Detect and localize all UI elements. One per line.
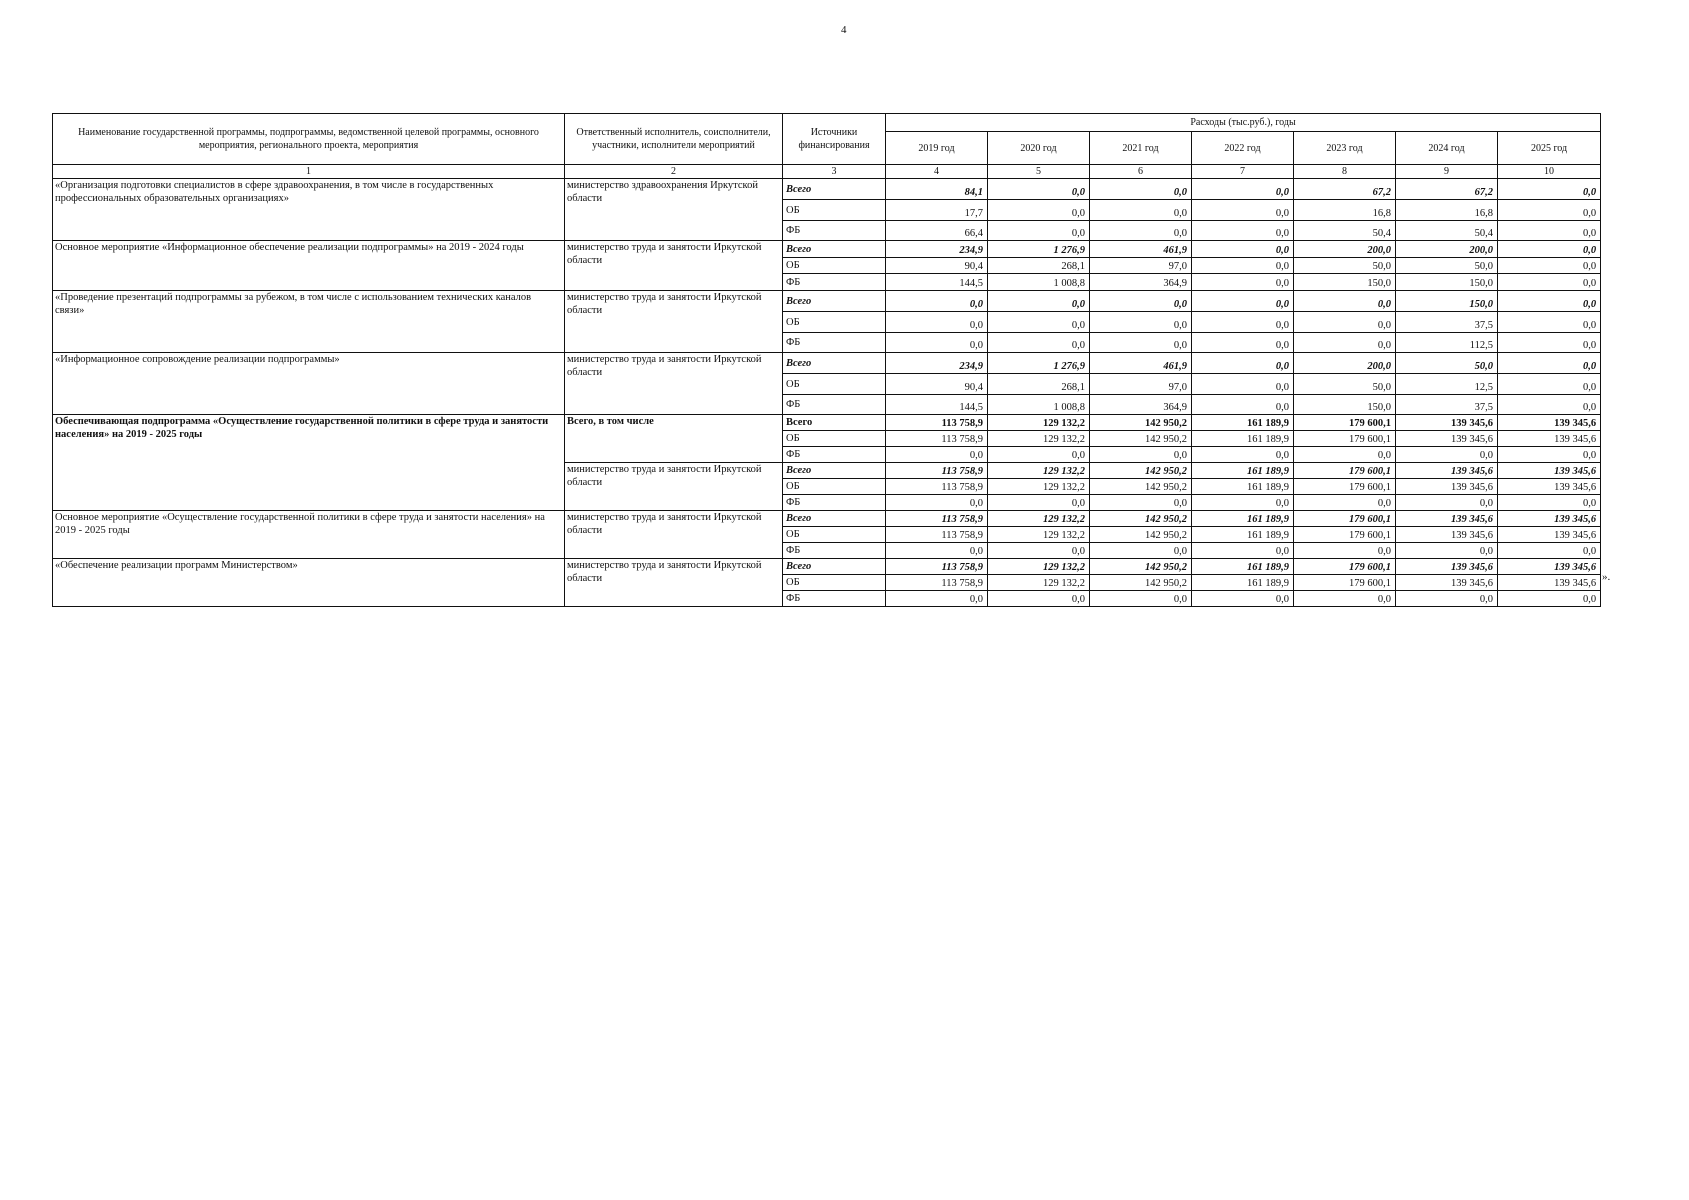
expense-value: 0,0 [1192, 395, 1294, 415]
expense-value: 150,0 [1294, 395, 1396, 415]
expense-value: 113 758,9 [886, 463, 988, 479]
expense-value: 0,0 [1498, 333, 1601, 353]
funding-source: ФБ [783, 333, 886, 353]
expense-value: 67,2 [1294, 179, 1396, 200]
column-number: 7 [1192, 165, 1294, 179]
expense-value: 0,0 [1192, 221, 1294, 241]
responsible-executor: министерство труда и занятости Иркутской области [565, 511, 783, 559]
funding-source: ОБ [783, 374, 886, 395]
responsible-executor: министерство здравоохранения Иркутской области [565, 179, 783, 241]
expense-value: 179 600,1 [1294, 559, 1396, 575]
expense-value: 161 189,9 [1192, 415, 1294, 431]
expense-value: 179 600,1 [1294, 479, 1396, 495]
funding-source: Всего [783, 415, 886, 431]
column-number-row [53, 165, 1601, 179]
column-number: 1 [53, 165, 565, 179]
header-year: 2024 год [1396, 132, 1498, 165]
expense-value: 142 950,2 [1090, 575, 1192, 591]
expense-value: 200,0 [1396, 241, 1498, 258]
expense-value: 113 758,9 [886, 527, 988, 543]
expense-value: 0,0 [1396, 495, 1498, 511]
table-row [53, 415, 1601, 431]
expense-value: 0,0 [1090, 221, 1192, 241]
expense-value: 139 345,6 [1396, 463, 1498, 479]
expense-value: 0,0 [1090, 495, 1192, 511]
expense-value: 113 758,9 [886, 559, 988, 575]
expense-value: 139 345,6 [1498, 527, 1601, 543]
expense-value: 179 600,1 [1294, 431, 1396, 447]
expense-value: 0,0 [1498, 353, 1601, 374]
expense-value: 0,0 [1294, 447, 1396, 463]
expense-value: 0,0 [988, 312, 1090, 333]
expense-value: 0,0 [1090, 447, 1192, 463]
expense-value: 142 950,2 [1090, 415, 1192, 431]
funding-source: Всего [783, 511, 886, 527]
header-year: 2022 год [1192, 132, 1294, 165]
expense-value: 50,0 [1294, 258, 1396, 274]
header-name: Наименование государственной программы, подпрограммы, ведомственной целевой программы, основного мероприятия, регионального проекта, мероприятия [53, 114, 565, 165]
expense-value: 0,0 [1090, 312, 1192, 333]
expense-value: 0,0 [1294, 495, 1396, 511]
expense-value: 113 758,9 [886, 511, 988, 527]
responsible-executor: министерство труда и занятости Иркутской области [565, 463, 783, 511]
expense-value: 37,5 [1396, 312, 1498, 333]
expense-value: 142 950,2 [1090, 511, 1192, 527]
expense-value: 113 758,9 [886, 479, 988, 495]
expense-value: 0,0 [1396, 591, 1498, 607]
funding-source: ОБ [783, 258, 886, 274]
expense-value: 112,5 [1396, 333, 1498, 353]
header-year: 2021 год [1090, 132, 1192, 165]
expense-value: 90,4 [886, 258, 988, 274]
responsible-executor: министерство труда и занятости Иркутской области [565, 241, 783, 291]
expense-value: 139 345,6 [1498, 415, 1601, 431]
expense-value: 139 345,6 [1396, 527, 1498, 543]
expense-value: 461,9 [1090, 353, 1192, 374]
expense-value: 0,0 [1192, 179, 1294, 200]
expense-value: 0,0 [988, 495, 1090, 511]
expense-value: 139 345,6 [1498, 559, 1601, 575]
expense-value: 0,0 [1192, 591, 1294, 607]
expense-value: 139 345,6 [1396, 559, 1498, 575]
expense-value: 0,0 [1498, 374, 1601, 395]
expense-value: 0,0 [886, 495, 988, 511]
expense-value: 0,0 [1192, 333, 1294, 353]
expense-value: 139 345,6 [1498, 479, 1601, 495]
closing-quote-mark: ». [1602, 571, 1611, 583]
expense-value: 161 189,9 [1192, 527, 1294, 543]
expense-value: 142 950,2 [1090, 431, 1192, 447]
expense-value: 0,0 [886, 312, 988, 333]
expense-value: 67,2 [1396, 179, 1498, 200]
expense-value: 0,0 [1498, 241, 1601, 258]
expense-value: 113 758,9 [886, 415, 988, 431]
expense-value: 129 132,2 [988, 431, 1090, 447]
expense-value: 0,0 [1192, 274, 1294, 291]
expense-value: 113 758,9 [886, 431, 988, 447]
expense-value: 200,0 [1294, 353, 1396, 374]
expense-value: 16,8 [1396, 200, 1498, 221]
expense-value: 0,0 [1294, 333, 1396, 353]
expense-value: 139 345,6 [1498, 463, 1601, 479]
expense-value: 97,0 [1090, 374, 1192, 395]
funding-source: ФБ [783, 543, 886, 559]
expense-value: 0,0 [988, 221, 1090, 241]
activity-name: «Информационное сопровождение реализации подпрограммы» [53, 353, 565, 415]
expense-value: 0,0 [1090, 543, 1192, 559]
expense-value: 0,0 [1498, 495, 1601, 511]
expense-value: 0,0 [988, 447, 1090, 463]
column-number: 6 [1090, 165, 1192, 179]
activity-name: «Проведение презентаций подпрограммы за рубежом, в том числе с использованием технических каналов связи» [53, 291, 565, 353]
column-number: 5 [988, 165, 1090, 179]
expense-value: 113 758,9 [886, 575, 988, 591]
expense-value: 50,4 [1294, 221, 1396, 241]
expense-value: 0,0 [1498, 258, 1601, 274]
funding-source: ФБ [783, 395, 886, 415]
header-year: 2020 год [988, 132, 1090, 165]
expense-value: 0,0 [1498, 591, 1601, 607]
expense-value: 139 345,6 [1498, 511, 1601, 527]
expense-value: 0,0 [1498, 447, 1601, 463]
expense-value: 139 345,6 [1396, 511, 1498, 527]
expense-value: 0,0 [1090, 179, 1192, 200]
expense-value: 364,9 [1090, 395, 1192, 415]
expense-value: 144,5 [886, 274, 988, 291]
expense-value: 0,0 [1192, 200, 1294, 221]
expense-value: 0,0 [1396, 543, 1498, 559]
expense-value: 50,4 [1396, 221, 1498, 241]
funding-source: Всего [783, 179, 886, 200]
expense-value: 139 345,6 [1498, 575, 1601, 591]
expense-value: 0,0 [1294, 543, 1396, 559]
expense-value: 0,0 [1294, 312, 1396, 333]
responsible-executor: Всего, в том числе [565, 415, 783, 463]
expense-value: 161 189,9 [1192, 431, 1294, 447]
expense-value: 0,0 [1498, 200, 1601, 221]
expense-value: 0,0 [1498, 179, 1601, 200]
expense-value: 179 600,1 [1294, 575, 1396, 591]
funding-source: Всего [783, 291, 886, 312]
expense-value: 0,0 [988, 200, 1090, 221]
expense-value: 0,0 [1498, 312, 1601, 333]
responsible-executor: министерство труда и занятости Иркутской области [565, 559, 783, 607]
page-number: 4 [841, 24, 847, 36]
funding-source: ФБ [783, 274, 886, 291]
expense-value: 461,9 [1090, 241, 1192, 258]
expense-value: 0,0 [988, 291, 1090, 312]
table-row [53, 291, 1601, 312]
header-responsible: Ответственный исполнитель, соисполнители, участники, исполнители мероприятий [565, 114, 783, 165]
funding-source: ОБ [783, 312, 886, 333]
expense-value: 0,0 [1192, 353, 1294, 374]
expense-value: 0,0 [1294, 591, 1396, 607]
expense-value: 179 600,1 [1294, 415, 1396, 431]
funding-source: Всего [783, 241, 886, 258]
expense-value: 268,1 [988, 374, 1090, 395]
expense-value: 0,0 [886, 543, 988, 559]
expense-value: 50,0 [1396, 258, 1498, 274]
funding-source: ОБ [783, 527, 886, 543]
expense-value: 1 276,9 [988, 353, 1090, 374]
expense-value: 12,5 [1396, 374, 1498, 395]
expense-value: 234,9 [886, 353, 988, 374]
expense-value: 364,9 [1090, 274, 1192, 291]
expense-value: 0,0 [1192, 312, 1294, 333]
expense-value: 1 008,8 [988, 274, 1090, 291]
expense-value: 90,4 [886, 374, 988, 395]
responsible-executor: министерство труда и занятости Иркутской области [565, 291, 783, 353]
expense-value: 0,0 [1498, 291, 1601, 312]
expense-value: 0,0 [988, 333, 1090, 353]
expense-value: 139 345,6 [1396, 431, 1498, 447]
expense-value: 161 189,9 [1192, 463, 1294, 479]
expense-value: 129 132,2 [988, 479, 1090, 495]
expense-value: 0,0 [1192, 258, 1294, 274]
funding-source: ОБ [783, 431, 886, 447]
expense-value: 0,0 [1498, 395, 1601, 415]
responsible-executor: министерство труда и занятости Иркутской области [565, 353, 783, 415]
expense-value: 139 345,6 [1396, 479, 1498, 495]
funding-source: ФБ [783, 447, 886, 463]
expense-value: 1 276,9 [988, 241, 1090, 258]
expense-value: 0,0 [988, 543, 1090, 559]
expense-value: 129 132,2 [988, 575, 1090, 591]
funding-source: ФБ [783, 221, 886, 241]
funding-source: ФБ [783, 591, 886, 607]
expense-value: 0,0 [1192, 543, 1294, 559]
header-row [53, 114, 1601, 132]
expense-value: 161 189,9 [1192, 511, 1294, 527]
expense-value: 0,0 [988, 591, 1090, 607]
expense-value: 142 950,2 [1090, 527, 1192, 543]
expense-value: 234,9 [886, 241, 988, 258]
expense-value: 139 345,6 [1396, 415, 1498, 431]
expense-value: 150,0 [1396, 291, 1498, 312]
activity-name: Основное мероприятие «Осуществление государственной политики в сфере труда и занятости населения» на 2019 - 2025 годы [53, 511, 565, 559]
table-row [53, 353, 1601, 374]
expense-value: 0,0 [886, 447, 988, 463]
column-number: 9 [1396, 165, 1498, 179]
expense-value: 0,0 [1090, 200, 1192, 221]
expense-value: 0,0 [1192, 291, 1294, 312]
expense-value: 0,0 [886, 291, 988, 312]
expense-value: 200,0 [1294, 241, 1396, 258]
expense-value: 50,0 [1396, 353, 1498, 374]
expense-value: 0,0 [1090, 333, 1192, 353]
expense-value: 139 345,6 [1498, 431, 1601, 447]
expense-value: 129 132,2 [988, 559, 1090, 575]
activity-name: Обеспечивающая подпрограмма «Осуществление государственной политики в сфере труда и занятости населения» на 2019 - 2025 годы [53, 415, 565, 511]
expense-value: 0,0 [1498, 543, 1601, 559]
expense-value: 161 189,9 [1192, 575, 1294, 591]
table-row [53, 241, 1601, 258]
header-sources: Источники финансирования [783, 114, 886, 165]
table-row [53, 559, 1601, 575]
expense-value: 150,0 [1294, 274, 1396, 291]
expense-value: 0,0 [1192, 374, 1294, 395]
funding-source: Всего [783, 559, 886, 575]
activity-name: «Обеспечение реализации программ Министерством» [53, 559, 565, 607]
expense-value: 0,0 [1192, 495, 1294, 511]
expense-value: 142 950,2 [1090, 463, 1192, 479]
expense-value: 50,0 [1294, 374, 1396, 395]
expense-value: 0,0 [886, 591, 988, 607]
expense-value: 0,0 [1498, 221, 1601, 241]
expense-value: 17,7 [886, 200, 988, 221]
expense-value: 161 189,9 [1192, 559, 1294, 575]
expense-value: 0,0 [1192, 447, 1294, 463]
table-row [53, 511, 1601, 527]
expense-value: 84,1 [886, 179, 988, 200]
column-number: 4 [886, 165, 988, 179]
expense-value: 179 600,1 [1294, 463, 1396, 479]
expense-value: 0,0 [1090, 591, 1192, 607]
expense-value: 0,0 [886, 333, 988, 353]
expense-value: 139 345,6 [1396, 575, 1498, 591]
header-expenses: Расходы (тыс.руб.), годы [886, 114, 1601, 132]
column-number: 8 [1294, 165, 1396, 179]
expense-value: 150,0 [1396, 274, 1498, 291]
expense-value: 97,0 [1090, 258, 1192, 274]
expense-value: 37,5 [1396, 395, 1498, 415]
expense-value: 0,0 [1498, 274, 1601, 291]
funding-source: ОБ [783, 479, 886, 495]
expense-value: 142 950,2 [1090, 479, 1192, 495]
expense-value: 161 189,9 [1192, 479, 1294, 495]
header-year: 2023 год [1294, 132, 1396, 165]
expense-value: 0,0 [988, 179, 1090, 200]
expense-value: 129 132,2 [988, 527, 1090, 543]
table-body [53, 114, 1601, 607]
expense-value: 142 950,2 [1090, 559, 1192, 575]
table-row [53, 179, 1601, 200]
activity-name: Основное мероприятие «Информационное обеспечение реализации подпрограммы» на 2019 - 2024 годы [53, 241, 565, 291]
expense-value: 129 132,2 [988, 463, 1090, 479]
header-year: 2019 год [886, 132, 988, 165]
header-year: 2025 год [1498, 132, 1601, 165]
column-number: 2 [565, 165, 783, 179]
expense-value: 1 008,8 [988, 395, 1090, 415]
expense-value: 144,5 [886, 395, 988, 415]
expense-value: 179 600,1 [1294, 511, 1396, 527]
expense-value: 179 600,1 [1294, 527, 1396, 543]
expense-value: 268,1 [988, 258, 1090, 274]
expense-value: 0,0 [1294, 291, 1396, 312]
funding-source: Всего [783, 353, 886, 374]
expense-value: 129 132,2 [988, 511, 1090, 527]
expenses-table [52, 113, 1601, 607]
expense-value: 0,0 [1090, 291, 1192, 312]
funding-source: ФБ [783, 495, 886, 511]
expense-value: 129 132,2 [988, 415, 1090, 431]
funding-source: ОБ [783, 200, 886, 221]
column-number: 3 [783, 165, 886, 179]
column-number: 10 [1498, 165, 1601, 179]
expense-value: 66,4 [886, 221, 988, 241]
expense-value: 0,0 [1396, 447, 1498, 463]
funding-source: Всего [783, 463, 886, 479]
activity-name: «Организация подготовки специалистов в сфере здравоохранения, в том числе в государственных профессиональных образовательных организациях» [53, 179, 565, 241]
expense-value: 16,8 [1294, 200, 1396, 221]
funding-source: ОБ [783, 575, 886, 591]
expense-value: 0,0 [1192, 241, 1294, 258]
